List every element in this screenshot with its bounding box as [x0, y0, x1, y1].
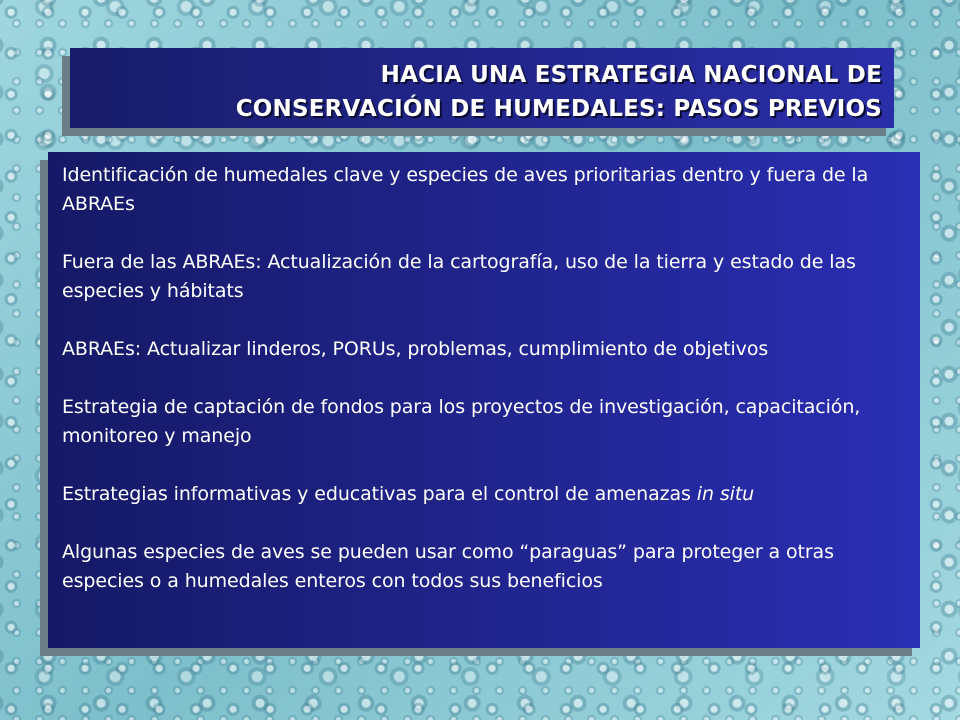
paragraph-fundraising: Estrategia de captación de fondos para los proyectos de investigación, capacitación, monitoreo y manejo	[62, 396, 861, 447]
title-line-2: CONSERVACIÓN DE HUMEDALES: PASOS PREVIOS	[235, 96, 882, 122]
slide-title	[70, 48, 894, 128]
slide-body	[48, 152, 920, 648]
paragraph-umbrella-species: Algunas especies de aves se pueden usar como “paraguas” para proteger a otras especies o a humedales enteros con todos sus beneficios	[62, 541, 834, 592]
paragraph-education-text: Estrategias informativas y educativas para el control de amenazas	[62, 483, 697, 505]
paragraph-education-italic: in situ	[696, 483, 755, 505]
title-line-1: HACIA UNA ESTRATEGIA NACIONAL DE	[380, 62, 882, 88]
paragraph-key-wetlands: Identificación de humedales clave y especies de aves prioritarias dentro y fuera de la ABRAEs	[62, 164, 869, 215]
paragraph-abraes: ABRAEs: Actualizar linderos, PORUs, problemas, cumplimiento de objetivos	[62, 338, 769, 360]
paragraph-outside-abraes: Fuera de las ABRAEs: Actualización de la cartografía, uso de la tierra y estado de las especies y hábitats	[62, 251, 856, 302]
paragraph-education	[62, 480, 908, 509]
